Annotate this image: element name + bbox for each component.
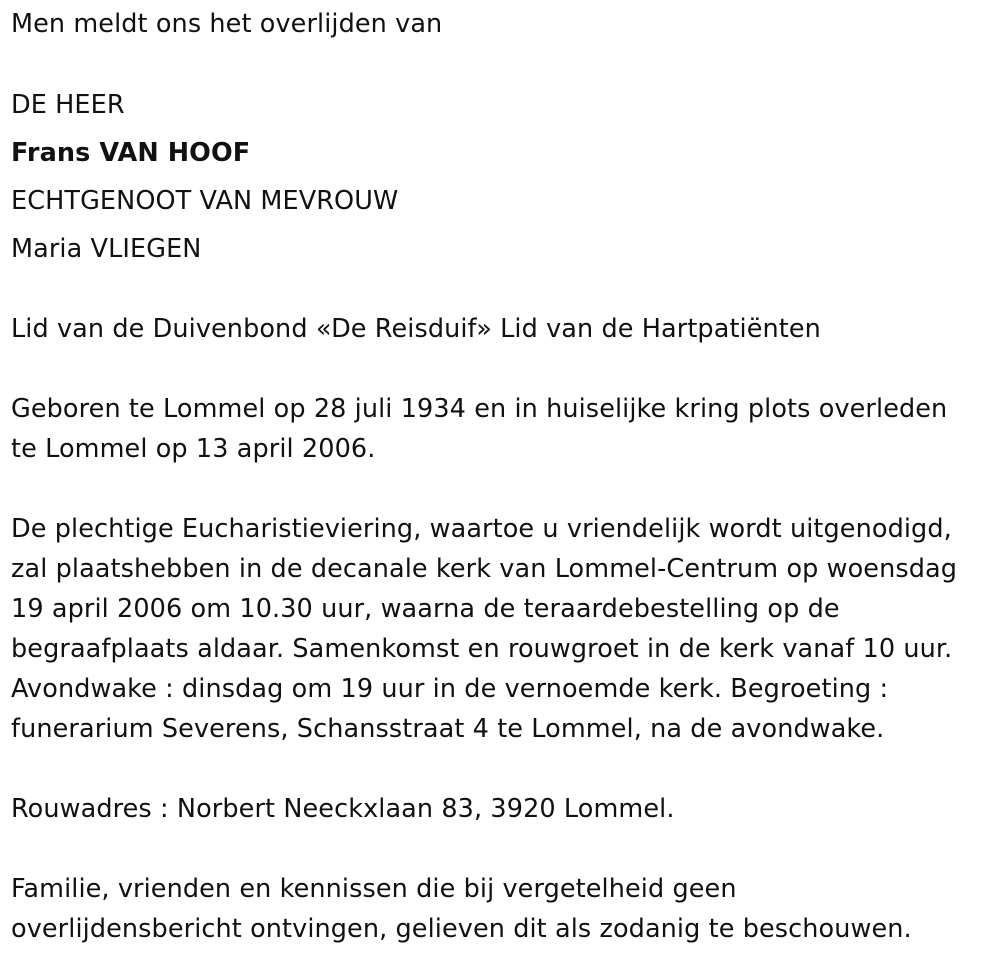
memberships-text: Lid van de Duivenbond «De Reisduif» Lid van de Hartpatiënten bbox=[11, 314, 821, 344]
ceremony-line: begraafplaats aldaar. Samenkomst en rouwgroet in de kerk vanaf 10 uur. bbox=[11, 634, 953, 664]
birth-death-line: Geboren te Lommel op 28 juli 1934 en in huiselijke kring plots overleden bbox=[11, 394, 948, 424]
ceremony-line: funerarium Severens, Schansstraat 4 te Lommel, na de avondwake. bbox=[11, 714, 885, 744]
title-prefix: DE HEER bbox=[11, 90, 125, 120]
closing-line: overlijdensbericht ontvingen, gelieven dit als zodanig te beschouwen. bbox=[11, 914, 912, 944]
spouse-name: Maria VLIEGEN bbox=[11, 234, 202, 264]
deceased-name: Frans VAN HOOF bbox=[11, 138, 251, 168]
ceremony-line: 19 april 2006 om 10.30 uur, waarna de teraardebestelling op de bbox=[11, 594, 840, 624]
mourning-address: Rouwadres : Norbert Neeckxlaan 83, 3920 Lommel. bbox=[11, 794, 675, 824]
ceremony-line: De plechtige Eucharistieviering, waartoe u vriendelijk wordt uitgenodigd, bbox=[11, 514, 952, 544]
closing-line: Familie, vrienden en kennissen die bij vergetelheid geen bbox=[11, 874, 737, 904]
ceremony-line: zal plaatshebben in de decanale kerk van Lommel-Centrum op woensdag bbox=[11, 554, 958, 584]
birth-death-line: te Lommel op 13 april 2006. bbox=[11, 434, 376, 464]
spouse-label: ECHTGENOOT VAN MEVROUW bbox=[11, 186, 399, 216]
ceremony-line: Avondwake : dinsdag om 19 uur in de vernoemde kerk. Begroeting : bbox=[11, 674, 889, 704]
intro-text: Men meldt ons het overlijden van bbox=[11, 9, 443, 39]
